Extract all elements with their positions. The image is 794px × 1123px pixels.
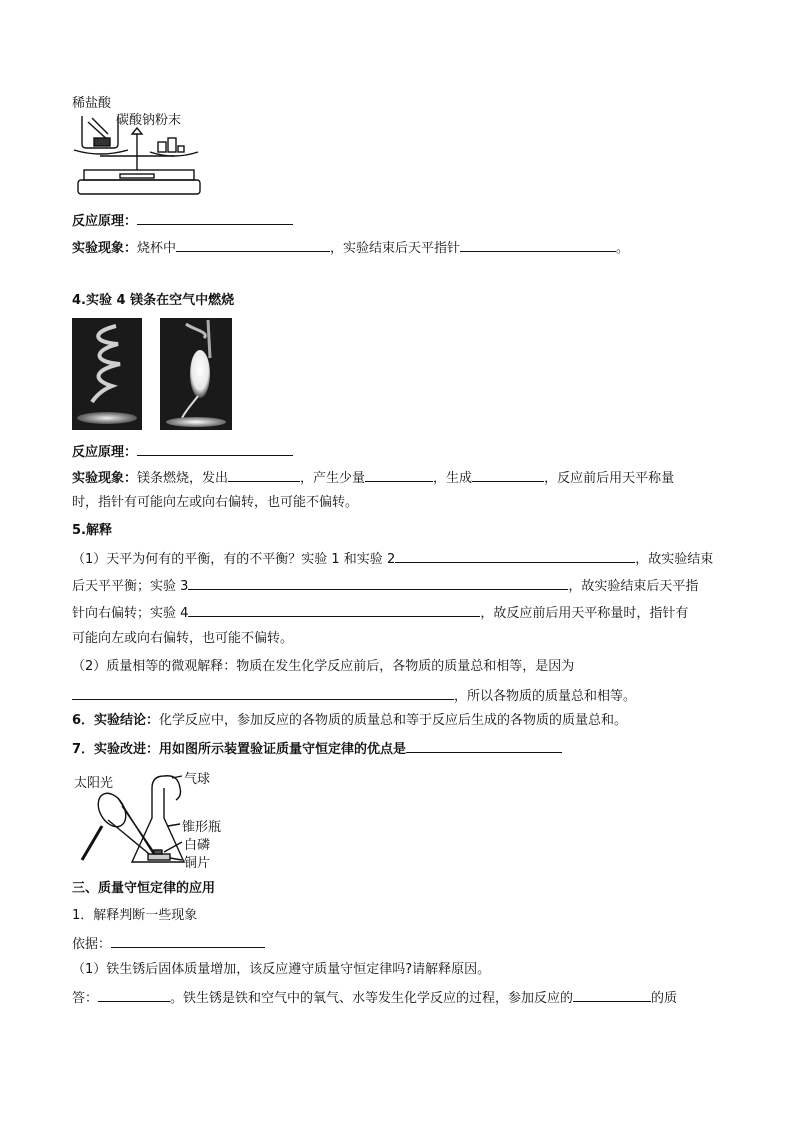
explain-p1-line1 [72, 549, 713, 569]
acid-label: 稀盐酸 [72, 96, 112, 111]
explain-blank-3[interactable] [188, 603, 480, 617]
balance-figure [70, 92, 210, 202]
explain-p1-b: ，故实验结束 [635, 552, 714, 567]
exp3-text-a: 烧杯中 [137, 241, 177, 256]
explain-blank-1[interactable] [395, 549, 635, 563]
explain-p1-line4: 可能向左或向右偏转，也可能不偏转。 [72, 631, 294, 646]
flask-drawing [72, 766, 272, 872]
magnesium-photo-2 [160, 318, 232, 430]
exp3-text-b: ，实验结束后天平指针 [330, 241, 461, 256]
copper-label: 铜片 [184, 856, 211, 871]
section3-q1: （1）铁生锈后固体质量增加，该反应遵守质量守恒定律吗?请解释原因。 [72, 962, 491, 977]
exp4-text-c: ，生成 [433, 471, 473, 486]
exp4-blank-light[interactable] [228, 468, 300, 482]
exp3-blank-pointer[interactable] [460, 238, 616, 252]
explain-p1-f: ，故反应前后用天平称量时，指针有 [480, 606, 689, 621]
magnesium-photo-1 [72, 318, 142, 430]
exp3-principle-blank[interactable] [137, 211, 293, 225]
flask-figure [72, 766, 272, 872]
exp3-principle-label: 反应原理： [72, 214, 138, 229]
exp4-principle-label: 反应原理： [72, 445, 138, 460]
section3-heading: 三、质量守恒定律的应用 [72, 881, 216, 896]
phosphorus-label: 白磷 [184, 838, 211, 853]
answer-blank-2[interactable] [573, 988, 651, 1002]
answer-text-a: 。铁生锈是铁和空气中的氧气、水等发生化学反应的过程，参加反应的 [170, 991, 574, 1006]
exp4-text-b: ，产生少量 [300, 471, 366, 486]
exp4-principle-line [72, 442, 293, 462]
section3-item1: 1．解释判断一些现象 [72, 908, 198, 923]
explain-p2-line2 [72, 686, 636, 706]
exp4-phenomenon-line [72, 468, 674, 488]
explain-p2-b: ，所以各物质的质量总和相等。 [454, 689, 637, 704]
exp4-principle-blank[interactable] [137, 442, 293, 456]
explain-p1-line3 [72, 603, 688, 623]
balance-drawing [70, 92, 210, 202]
explain-p1-c: 后天平平衡；实验 3 [72, 579, 189, 594]
explain-blank-2[interactable] [188, 576, 568, 590]
explain-heading: 5.解释 [72, 523, 112, 538]
exp4-heading: 4.实验 4 镁条在空气中燃烧 [72, 293, 235, 308]
explain-p1-e: 针向右偏转；实验 4 [72, 606, 189, 621]
basis-blank[interactable] [111, 934, 265, 948]
sun-label: 太阳光 [74, 776, 114, 791]
exp4-text-d: ，反应前后用天平称量 [544, 471, 675, 486]
basis-label: 依据： [72, 937, 112, 952]
explain-blank-4[interactable] [72, 686, 454, 700]
exp4-phenomenon-label: 实验现象： [72, 471, 138, 486]
exp4-blank-smoke[interactable] [365, 468, 433, 482]
improve-blank[interactable] [406, 739, 562, 753]
section3-answer-line [72, 988, 677, 1008]
explain-p1-line2 [72, 576, 698, 596]
improve-text: 7．实验改进：用如图所示装置验证质量守恒定律的优点是 [72, 742, 407, 757]
exp4-blank-product[interactable] [472, 468, 544, 482]
section3-basis-line [72, 934, 265, 954]
balloon-label: 气球 [184, 772, 211, 787]
conclusion-text: 化学反应中，参加反应的各物质的质量总和等于反应后生成的各物质的质量总和。 [159, 713, 628, 728]
exp3-phenomenon-line [72, 238, 629, 258]
improve-line [72, 739, 562, 759]
exp3-principle-line [72, 211, 293, 231]
exp4-text-a: 镁条燃烧，发出 [137, 471, 229, 486]
answer-text-b: 的质 [651, 991, 678, 1006]
explain-p2-line1: （2）质量相等的微观解释：物质在发生化学反应前后，各物质的质量总和相等，是因为 [72, 659, 575, 674]
powder-label: 碳酸钠粉末 [116, 113, 182, 128]
exp4-line2: 时，指针有可能向左或向右偏转，也可能不偏转。 [72, 495, 359, 510]
explain-p1-d: ，故实验结束后天平指 [568, 579, 699, 594]
answer-label: 答： [72, 991, 99, 1006]
answer-blank-1[interactable] [98, 988, 170, 1002]
exp3-blank-beaker[interactable] [176, 238, 330, 252]
flask-label: 锥形瓶 [182, 820, 222, 835]
exp3-phenomenon-label: 实验现象： [72, 241, 138, 256]
conclusion-label: 6．实验结论： [72, 713, 160, 728]
conclusion-line [72, 712, 627, 730]
explain-p1-a: （1）天平为何有的平衡，有的不平衡？实验 1 和实验 2 [72, 552, 396, 567]
exp3-text-end: 。 [616, 241, 630, 256]
